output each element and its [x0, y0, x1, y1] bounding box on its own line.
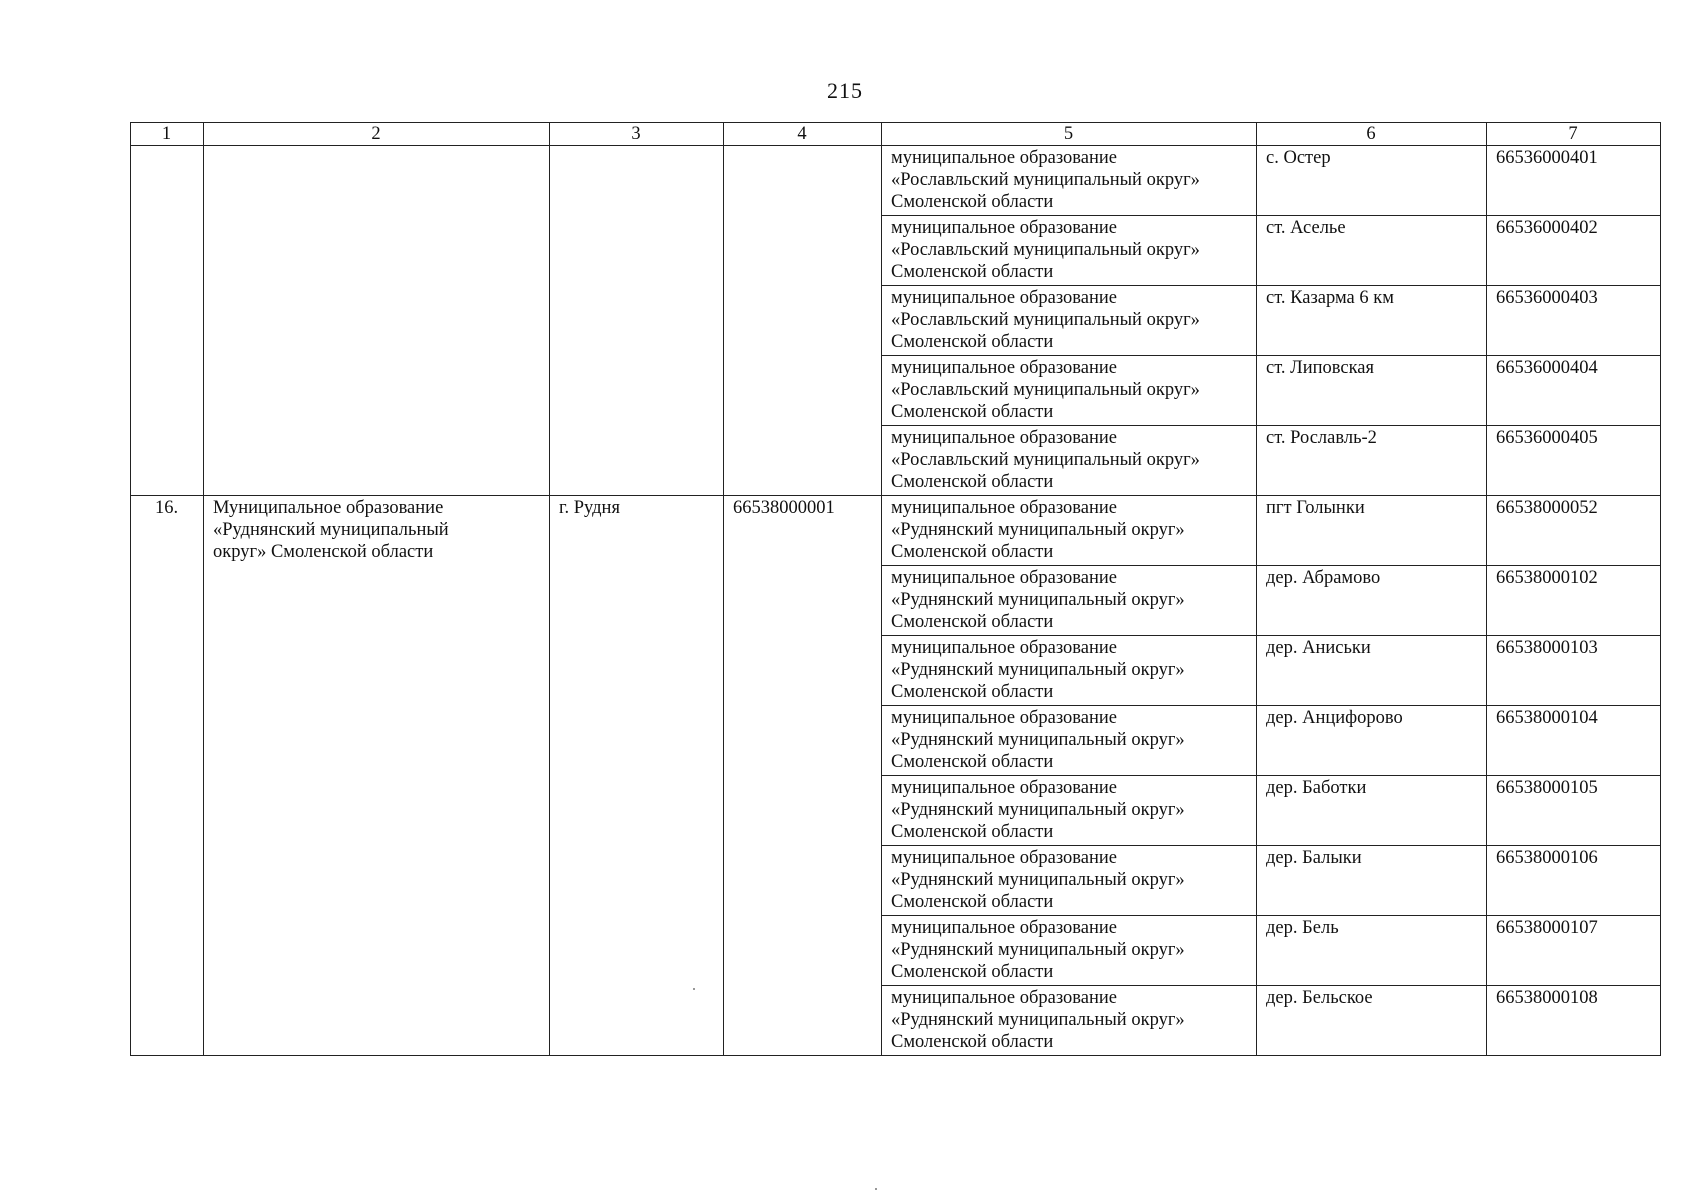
settlement-cell — [1257, 916, 1487, 986]
mo-line-2: «Рославльский муниципальный округ» — [891, 310, 1200, 330]
municipality-cell — [882, 706, 1257, 776]
table-header — [131, 123, 1661, 146]
oktmo-code-cell — [1487, 706, 1661, 776]
municipality-cell — [882, 636, 1257, 706]
settlement-name: дер. Абрамово — [1266, 568, 1381, 588]
district-oktmo-code: 66538000001 — [733, 498, 835, 518]
district-code-cell — [724, 496, 882, 1056]
mo-line-3: Смоленской области — [891, 332, 1054, 352]
oktmo-code-cell — [1487, 426, 1661, 496]
mo-line-3: Смоленской области — [891, 472, 1054, 492]
mo-line-2: «Руднянский муниципальный округ» — [891, 730, 1185, 750]
center-cell — [550, 496, 724, 1056]
mo-line-1: муниципальное образование — [891, 848, 1118, 868]
settlement-cell — [1257, 496, 1487, 566]
oktmo-code: 66538000102 — [1496, 568, 1598, 588]
center-cell — [550, 146, 724, 496]
mo-line-2: «Рославльский муниципальный округ» — [891, 380, 1200, 400]
oktmo-code: 66538000108 — [1496, 988, 1598, 1008]
municipality-cell — [882, 286, 1257, 356]
oktmo-code-cell — [1487, 986, 1661, 1056]
settlement-name: ст. Рославль-2 — [1266, 428, 1377, 448]
mo-line-1: муниципальное образование — [891, 778, 1118, 798]
mo-line-2: «Руднянский муниципальный округ» — [891, 1010, 1185, 1030]
settlement-name: ст. Липовская — [1266, 358, 1375, 378]
oktmo-code: 66538000052 — [1496, 498, 1598, 518]
table-row — [131, 146, 1661, 216]
number-cell — [131, 496, 204, 1056]
number-cell — [131, 146, 204, 496]
column-header: 6 — [1257, 123, 1487, 146]
oktmo-code: 66538000106 — [1496, 848, 1598, 868]
oktmo-code: 66538000104 — [1496, 708, 1598, 728]
mo-line-3: Смоленской области — [891, 822, 1054, 842]
municipality-cell — [882, 496, 1257, 566]
settlement-name: дер. Баботки — [1266, 778, 1367, 798]
municipality-cell — [882, 776, 1257, 846]
page-number: 215 — [827, 78, 863, 103]
mo-line-1: муниципальное образование — [891, 988, 1118, 1008]
oktmo-code-cell — [1487, 846, 1661, 916]
oktmo-code: 66536000402 — [1496, 218, 1598, 238]
municipality-cell — [882, 146, 1257, 216]
settlement-cell — [1257, 776, 1487, 846]
municipality-cell — [882, 356, 1257, 426]
settlement-name: с. Остер — [1266, 148, 1331, 168]
scan-speck — [693, 988, 695, 990]
oktmo-code: 66538000105 — [1496, 778, 1598, 798]
oktmo-code-cell — [1487, 286, 1661, 356]
district-code-cell — [724, 146, 882, 496]
mo-line-1: муниципальное образование — [891, 918, 1118, 938]
settlement-name: дер. Бель — [1266, 918, 1339, 938]
district-name-line: округ» Смоленской области — [213, 542, 434, 562]
settlement-name: дер. Балыки — [1266, 848, 1362, 868]
settlement-name: дер. Бельское — [1266, 988, 1373, 1008]
oktmo-code-cell — [1487, 916, 1661, 986]
mo-line-1: муниципальное образование — [891, 428, 1118, 448]
table-body — [131, 146, 1661, 1056]
mo-line-3: Смоленской области — [891, 682, 1054, 702]
mo-line-2: «Руднянский муниципальный округ» — [891, 520, 1185, 540]
mo-line-2: «Руднянский муниципальный округ» — [891, 660, 1185, 680]
mo-line-2: «Рославльский муниципальный округ» — [891, 170, 1200, 190]
municipality-cell — [882, 426, 1257, 496]
district-name-cell — [204, 146, 550, 496]
municipality-cell — [882, 846, 1257, 916]
mo-line-2: «Руднянский муниципальный округ» — [891, 590, 1185, 610]
mo-line-2: «Руднянский муниципальный округ» — [891, 800, 1185, 820]
oktmo-code-cell — [1487, 776, 1661, 846]
settlement-cell — [1257, 986, 1487, 1056]
oktmo-code-cell — [1487, 356, 1661, 426]
column-header: 2 — [204, 123, 550, 146]
settlement-name: ст. Казарма 6 км — [1266, 288, 1394, 308]
mo-line-3: Смоленской области — [891, 892, 1054, 912]
mo-line-3: Смоленской области — [891, 402, 1054, 422]
settlement-name: дер. Аниськи — [1266, 638, 1371, 658]
mo-line-1: муниципальное образование — [891, 358, 1118, 378]
oktmo-code-cell — [1487, 566, 1661, 636]
column-header: 4 — [724, 123, 882, 146]
mo-line-3: Смоленской области — [891, 542, 1054, 562]
column-header: 3 — [550, 123, 724, 146]
column-header: 5 — [882, 123, 1257, 146]
municipality-cell — [882, 216, 1257, 286]
settlement-cell — [1257, 286, 1487, 356]
mo-line-1: муниципальное образование — [891, 638, 1118, 658]
mo-line-1: муниципальное образование — [891, 708, 1118, 728]
settlement-cell — [1257, 846, 1487, 916]
scan-speck — [875, 1188, 877, 1190]
oktmo-code-cell — [1487, 636, 1661, 706]
mo-line-2: «Руднянский муниципальный округ» — [891, 940, 1185, 960]
municipality-cell — [882, 916, 1257, 986]
district-name-line: Муниципальное образование — [213, 498, 444, 518]
settlement-name: дер. Анцифорово — [1266, 708, 1403, 728]
mo-line-3: Смоленской области — [891, 262, 1054, 282]
oktmo-code: 66536000405 — [1496, 428, 1598, 448]
mo-line-2: «Рославльский муниципальный округ» — [891, 240, 1200, 260]
mo-line-3: Смоленской области — [891, 192, 1054, 212]
district-name-cell — [204, 496, 550, 1056]
table-row — [131, 496, 1661, 566]
settlement-cell — [1257, 566, 1487, 636]
mo-line-3: Смоленской области — [891, 752, 1054, 772]
settlement-cell — [1257, 706, 1487, 776]
mo-line-2: «Руднянский муниципальный округ» — [891, 870, 1185, 890]
row-number: 16. — [154, 498, 179, 518]
oktmo-table — [130, 122, 1661, 1056]
mo-line-1: муниципальное образование — [891, 218, 1118, 238]
oktmo-code-cell — [1487, 216, 1661, 286]
column-header: 1 — [131, 123, 204, 146]
settlement-name: пгт Голынки — [1266, 498, 1365, 518]
settlement-cell — [1257, 356, 1487, 426]
municipality-cell — [882, 566, 1257, 636]
municipality-cell — [882, 986, 1257, 1056]
column-header: 7 — [1487, 123, 1661, 146]
mo-line-1: муниципальное образование — [891, 148, 1118, 168]
mo-line-3: Смоленской области — [891, 962, 1054, 982]
oktmo-code: 66536000401 — [1496, 148, 1598, 168]
mo-line-1: муниципальное образование — [891, 568, 1118, 588]
oktmo-code: 66536000403 — [1496, 288, 1598, 308]
oktmo-code-cell — [1487, 146, 1661, 216]
mo-line-2: «Рославльский муниципальный округ» — [891, 450, 1200, 470]
settlement-cell — [1257, 426, 1487, 496]
settlement-cell — [1257, 146, 1487, 216]
mo-line-1: муниципальное образование — [891, 288, 1118, 308]
settlement-cell — [1257, 216, 1487, 286]
oktmo-code: 66536000404 — [1496, 358, 1598, 378]
mo-line-3: Смоленской области — [891, 1032, 1054, 1052]
district-name-line: «Руднянский муниципальный — [213, 520, 449, 540]
mo-line-3: Смоленской области — [891, 612, 1054, 632]
settlement-cell — [1257, 636, 1487, 706]
settlement-name: ст. Аселье — [1266, 218, 1346, 238]
oktmo-code: 66538000103 — [1496, 638, 1598, 658]
mo-line-1: муниципальное образование — [891, 498, 1118, 518]
administrative-center: г. Рудня — [559, 498, 620, 518]
oktmo-code: 66538000107 — [1496, 918, 1598, 938]
oktmo-code-cell — [1487, 496, 1661, 566]
